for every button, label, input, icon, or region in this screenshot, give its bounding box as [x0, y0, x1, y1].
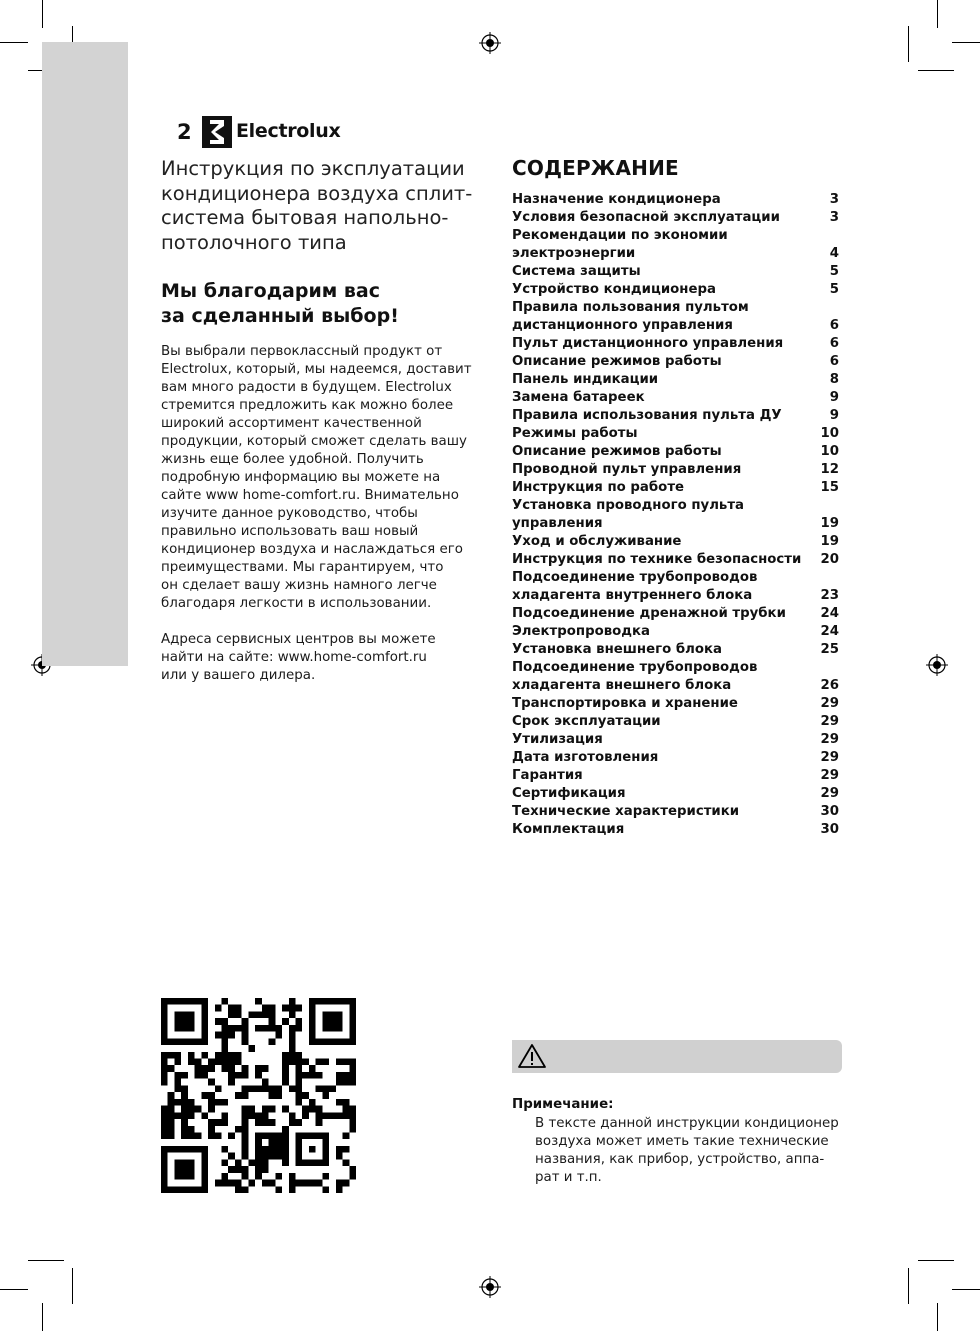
toc-entry-page: 26 [820, 678, 839, 693]
toc-entry [512, 281, 839, 299]
toc-entry-title: Панель индикации [512, 372, 659, 387]
toc-entry [512, 731, 839, 749]
toc-entry [512, 605, 839, 623]
warning-bar [512, 1040, 842, 1073]
crop-mark [937, 1303, 938, 1331]
crop-mark [72, 1268, 73, 1304]
toc-entry-title: Комплектация [512, 822, 625, 837]
toc-entry-title: Подсоединение трубопроводов хладагента внешнего блока [512, 660, 758, 693]
toc-entry-title: Утилизация [512, 732, 603, 747]
toc-entry-title: Правила пользования пультом дистанционного управления [512, 300, 749, 333]
side-color-band [42, 42, 128, 666]
toc-entry-page: 29 [820, 768, 839, 783]
note-body: В тексте данной инструкции кондиционер воздуха может иметь такие технические названия, как прибор, устройство, аппа- рат и т.п. [535, 1116, 839, 1185]
toc-heading: СОДЕРЖАНИЕ [512, 156, 679, 180]
crop-mark [952, 42, 980, 43]
toc-entry-page: 6 [829, 354, 839, 369]
toc-entry-title: Дата изготовления [512, 750, 659, 765]
toc-entry-title: Устройство кондиционера [512, 282, 716, 297]
toc-entry-page: 24 [820, 606, 839, 621]
toc-entry-page: 5 [829, 264, 839, 279]
toc-entry [512, 497, 839, 533]
toc-entry-page: 6 [829, 318, 839, 333]
toc-entry [512, 479, 839, 497]
document-title: Инструкция по эксплуатации кондиционера воздуха сплит-система бытовая напольно-потолочного типа [161, 157, 473, 254]
toc-entry [512, 785, 839, 803]
toc-entry-title: Проводной пульт управления [512, 462, 742, 477]
qr-code [161, 998, 356, 1193]
brand-name: Electrolux [236, 120, 341, 142]
toc-entry-title: Уход и обслуживание [512, 534, 682, 549]
thanks-line: Мы благодарим вас [161, 280, 381, 302]
toc-entry-title: Сертификация [512, 786, 626, 801]
toc-entry-page: 4 [829, 246, 839, 261]
toc-entry-page: 8 [829, 372, 839, 387]
toc-entry [512, 389, 839, 407]
toc-entry [512, 227, 839, 263]
toc-entry-page: 9 [829, 390, 839, 405]
toc-entry-page: 29 [820, 714, 839, 729]
toc-entry [512, 443, 839, 461]
toc-entry-title: Электропроводка [512, 624, 651, 639]
crop-mark [918, 1260, 954, 1261]
toc-entry [512, 299, 839, 335]
toc-entry [512, 191, 839, 209]
toc-entry-title: Установка внешнего блока [512, 642, 722, 657]
toc-entry-page: 25 [820, 642, 839, 657]
toc-entry-page: 29 [820, 750, 839, 765]
registration-mark-icon [926, 654, 948, 676]
toc-entry-title: Пульт дистанционного управления [512, 336, 784, 351]
toc-entry [512, 569, 839, 605]
toc-entry [512, 371, 839, 389]
toc-entry-page: 20 [820, 552, 839, 567]
crop-mark [0, 1289, 28, 1290]
toc-entry [512, 803, 839, 821]
toc-entry-page: 30 [820, 822, 839, 837]
toc-entry-title: Описание режимов работы [512, 444, 722, 459]
crop-mark [952, 1289, 980, 1290]
toc-entry-page: 10 [820, 426, 839, 441]
toc-entry [512, 767, 839, 785]
toc-entry-title: Срок эксплуатации [512, 714, 661, 729]
table-of-contents [512, 191, 839, 839]
toc-entry [512, 209, 839, 227]
toc-entry [512, 695, 839, 713]
crop-mark [937, 0, 938, 28]
toc-entry-title: Условия безопасной эксплуатации [512, 210, 780, 225]
crop-mark [908, 1268, 909, 1304]
toc-entry [512, 335, 839, 353]
toc-entry [512, 551, 839, 569]
toc-entry-page: 3 [829, 192, 839, 207]
crop-mark [918, 70, 954, 71]
toc-entry [512, 461, 839, 479]
registration-mark-icon [479, 32, 501, 54]
toc-entry-page: 23 [820, 588, 839, 603]
toc-entry-page: 19 [820, 516, 839, 531]
toc-entry-page: 29 [820, 732, 839, 747]
toc-entry-title: Режимы работы [512, 426, 638, 441]
toc-entry-title: Назначение кондиционера [512, 192, 721, 207]
toc-entry-title: Описание режимов работы [512, 354, 722, 369]
toc-entry-page: 30 [820, 804, 839, 819]
note-title: Примечание: [512, 1097, 614, 1112]
warning-triangle-icon [516, 1042, 548, 1070]
toc-entry-page: 6 [829, 336, 839, 351]
toc-entry-page: 3 [829, 210, 839, 225]
crop-mark [42, 1303, 43, 1331]
crop-mark [28, 1260, 64, 1261]
toc-entry-title: Гарантия [512, 768, 583, 783]
toc-entry-page: 15 [820, 480, 839, 495]
toc-entry [512, 641, 839, 659]
toc-entry-page: 12 [820, 462, 839, 477]
toc-entry [512, 353, 839, 371]
toc-entry-page: 24 [820, 624, 839, 639]
toc-entry [512, 425, 839, 443]
toc-entry-title: Рекомендации по экономии электроэнергии [512, 228, 728, 261]
toc-entry [512, 659, 839, 695]
electrolux-logo-icon [202, 116, 232, 148]
toc-entry-title: Инструкция по работе [512, 480, 685, 495]
toc-entry-title: Подсоединение дренажной трубки [512, 606, 786, 621]
toc-entry-title: Транспортировка и хранение [512, 696, 738, 711]
toc-entry-page: 9 [829, 408, 839, 423]
toc-entry [512, 263, 839, 281]
toc-entry [512, 533, 839, 551]
crop-mark [42, 0, 43, 28]
toc-entry-title: Инструкция по технике безопасности [512, 552, 802, 567]
toc-entry-page: 29 [820, 786, 839, 801]
toc-entry-title: Установка проводного пульта управления [512, 498, 745, 531]
registration-mark-icon [479, 1276, 501, 1298]
toc-entry [512, 713, 839, 731]
toc-entry-title: Замена батареек [512, 390, 645, 405]
toc-entry-title: Правила использования пульта ДУ [512, 408, 782, 423]
toc-entry-title: Подсоединение трубопроводов хладагента внутреннего блока [512, 570, 758, 603]
page-number: 2 [177, 120, 192, 144]
toc-entry-title: Система защиты [512, 264, 641, 279]
toc-entry [512, 821, 839, 839]
toc-entry [512, 749, 839, 767]
toc-entry-page: 5 [829, 282, 839, 297]
toc-entry-page: 29 [820, 696, 839, 711]
toc-entry-page: 19 [820, 534, 839, 549]
thanks-heading [161, 279, 481, 329]
crop-mark [908, 26, 909, 62]
toc-entry [512, 623, 839, 641]
crop-mark [0, 42, 28, 43]
toc-entry-title: Технические характеристики [512, 804, 740, 819]
toc-entry-page: 10 [820, 444, 839, 459]
thanks-line: за сделанный выбор! [161, 305, 399, 327]
intro-paragraph: Вы выбрали первоклассный продукт от Electrolux, который, мы надеемся, доставит вам много радости в будущем. Electrolux стремится предложить как можно более широкий ассортимент качественной продукции, который сможет сделать вашу жизнь еще более удобной. Получить подробную информацию вы можете на сайте www home-comfort.ru. Внимательно изучите данное руководство, чтобы правильно использовать ваш новый кондиционер воздуха и наслаждаться его преимуществами. Мы гарантируем, что он сделает вашу жизнь намного легче благодаря легкости в использовании. [161, 344, 472, 611]
service-centers-paragraph: Адреса сервисных центров вы можете найти на сайте: www.home-comfort.ru или у вашего дилера. [161, 632, 436, 683]
toc-entry [512, 407, 839, 425]
